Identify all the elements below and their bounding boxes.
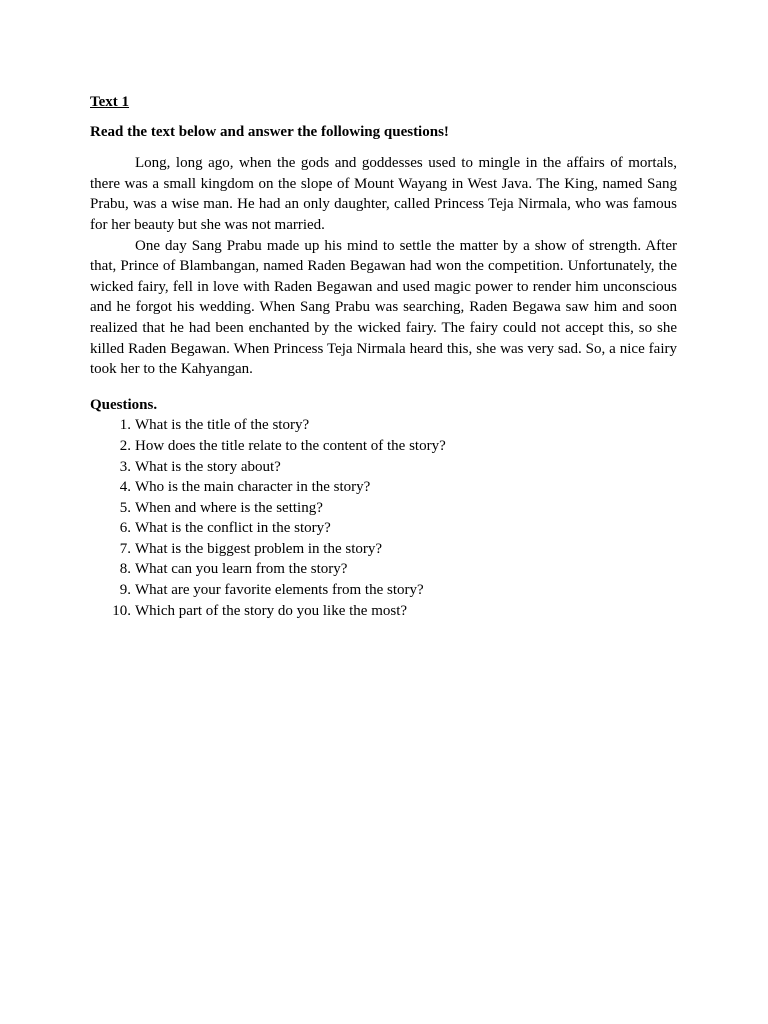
questions-list	[90, 415, 677, 621]
question-number: 2.	[119, 437, 131, 454]
question-item	[90, 436, 677, 457]
question-text: Which part of the story do you like the most?	[135, 602, 408, 619]
question-item	[90, 457, 677, 478]
question-number: 3.	[119, 458, 131, 475]
question-number: 5.	[119, 499, 131, 516]
question-number: 6.	[119, 520, 131, 537]
question-item	[90, 559, 677, 580]
question-text: What is the story about?	[135, 458, 281, 475]
question-item	[90, 518, 677, 539]
question-number: 7.	[119, 540, 131, 557]
story-text	[90, 153, 677, 380]
document-heading: Text 1	[90, 94, 130, 110]
document-page	[90, 92, 677, 621]
question-text: What are your favorite elements from the story?	[135, 582, 424, 599]
question-text: What is the title of the story?	[135, 417, 310, 434]
question-number: 8.	[119, 561, 131, 578]
question-number: 10.	[112, 602, 131, 619]
question-item	[90, 539, 677, 560]
question-text: How does the title relate to the content of the story?	[135, 437, 446, 454]
story-paragraph: Long, long ago, when the gods and goddesses used to mingle in the affairs of mortals, there was a small kingdom on the slope of Mount Wayang in West Java. The King, named Sang Prabu, was a wise man. He had an only daughter, called Princess Teja Nirmala, who was famous for her beauty but she was not married.	[90, 155, 677, 233]
question-text: When and where is the setting?	[135, 499, 323, 516]
question-number: 4.	[119, 479, 131, 496]
instruction-text: Read the text below and answer the following questions!	[90, 123, 449, 140]
question-text: What can you learn from the story?	[135, 561, 348, 578]
question-number: 1.	[119, 417, 131, 434]
question-text: Who is the main character in the story?	[135, 479, 371, 496]
question-number: 9.	[119, 582, 131, 599]
question-item	[90, 580, 677, 601]
question-item	[90, 415, 677, 436]
question-text: What is the conflict in the story?	[135, 520, 331, 537]
story-paragraph: One day Sang Prabu made up his mind to settle the matter by a show of strength. After that, Prince of Blambangan, named Raden Begawan had won the competition. Unfortunately, the wicked fairy, fell in love with Raden Begawan and used magic power to render him unconscious and he forgot his wedding. When Sang Prabu was searching, Raden Begawa saw him and soon realized that he had been enchanted by the wicked fairy. The fairy could not accept this, so she killed Raden Begawan. When Princess Teja Nirmala heard this, she was very sad. So, a nice fairy took her to the Kahyangan.	[90, 237, 677, 378]
questions-title: Questions.	[90, 396, 158, 413]
question-item	[90, 601, 677, 622]
question-text: What is the biggest problem in the story?	[135, 540, 383, 557]
question-item	[90, 477, 677, 498]
question-item	[90, 498, 677, 519]
